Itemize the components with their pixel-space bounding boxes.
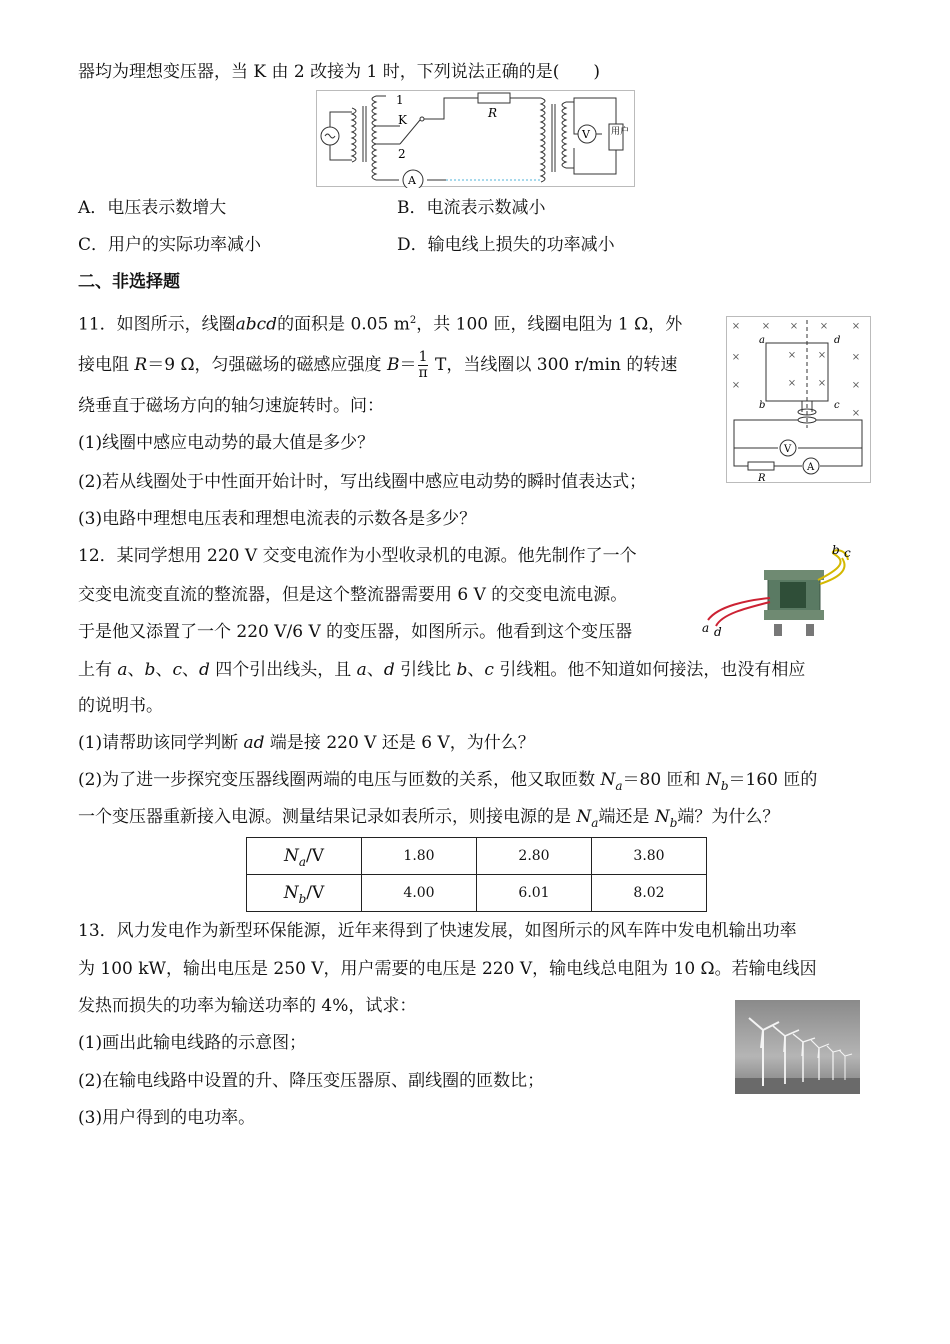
q10-option-d: D．输电线上损失的功率减小 bbox=[397, 235, 615, 255]
q12-sub-2-line-1: (2)为了进一步探究变压器线圈两端的电压与匝数的关系，他又取匝数 $N_a=80$ 匝和 $N_b=160$ 匝的 bbox=[78, 770, 818, 793]
q12-line-1: 12．某同学想用 220 V 交变电流作为小型收录机的电源。他先制作了一个 bbox=[78, 546, 637, 566]
table-cell: 1.80 bbox=[362, 838, 477, 875]
svg-text:×: × bbox=[731, 380, 741, 391]
svg-text:×: × bbox=[817, 378, 827, 389]
q12-line-2: 交变电流变直流的整流器，但是这个整流器需要用 6 V 的交变电流电源。 bbox=[78, 585, 628, 605]
q11-sub-2: (2)若从线圈处于中性面开始计时，写出线圈中感应电动势的瞬时值表达式； bbox=[78, 472, 647, 492]
table-cell: 8.02 bbox=[592, 875, 707, 912]
table-cell: 4.00 bbox=[362, 875, 477, 912]
q12-line-3: 于是他又添置了一个 220 V/6 V 的变压器，如图所示。他看到这个变压器 bbox=[78, 622, 633, 642]
q12-line-5: 的说明书。 bbox=[78, 696, 163, 716]
q11-sub-1: (1)线圈中感应电动势的最大值是多少？ bbox=[78, 433, 375, 453]
q10-circuit-diagram bbox=[316, 90, 636, 188]
svg-text:×: × bbox=[731, 321, 741, 332]
q13-sub-3: (3)用户得到的电功率。 bbox=[78, 1108, 256, 1128]
table-cell: 6.01 bbox=[477, 875, 592, 912]
q11-ammeter-label: A bbox=[807, 462, 815, 473]
q13-sub-2: (2)在输电线路中设置的升、降压变压器原、副线圈的匝数比； bbox=[78, 1071, 545, 1091]
q13-line-1: 13．风力发电作为新型环保能源，近年来得到了快速发展，如图所示的风车阵中发电机输出功率 bbox=[78, 921, 797, 941]
q12-label-d: d bbox=[714, 625, 722, 639]
svg-text:×: × bbox=[819, 321, 829, 332]
q12-transformer-photo bbox=[698, 540, 856, 642]
q12-label-c: c bbox=[844, 546, 851, 560]
q13-line-2: 为 100 kW，输出电压是 250 V，用户需要的电压是 220 V，输电线总电阻为 10 Ω。若输电线因 bbox=[78, 959, 817, 979]
svg-text:×: × bbox=[851, 321, 861, 332]
svg-text:×: × bbox=[789, 321, 799, 332]
q10-option-b: B．电流表示数减小 bbox=[397, 198, 546, 218]
q10-option-a: A．电压表示数增大 bbox=[78, 198, 227, 218]
table-header-na: $N_a/V$ bbox=[247, 838, 362, 875]
svg-text:×: × bbox=[787, 378, 797, 389]
q13-line-3: 发热而损失的功率为输送功率的 4%，试求： bbox=[78, 996, 417, 1016]
q11-line-3: 绕垂直于磁场方向的轴匀速旋转时。问： bbox=[78, 396, 384, 416]
section-title: 二、非选择题 bbox=[78, 272, 180, 292]
table-cell: 3.80 bbox=[592, 838, 707, 875]
q13-wind-turbine-photo bbox=[735, 1000, 860, 1094]
voltage-table bbox=[246, 837, 707, 912]
q10-option-c: C．用户的实际功率减小 bbox=[78, 235, 262, 255]
q10-label-1: 1 bbox=[396, 93, 404, 107]
table-cell: 2.80 bbox=[477, 838, 592, 875]
q12-sub-1: (1)请帮助该同学判断 ad 端是接 220 V 还是 6 V，为什么？ bbox=[78, 733, 535, 753]
q11-line-1: 11．如图所示，线圈abcd的面积是 0.05 $m^2$，共 100 匝，线圈电阻为 1 Ω，外 bbox=[78, 314, 683, 335]
q10-ammeter-label: A bbox=[408, 174, 416, 187]
q10-label-r: R bbox=[488, 106, 498, 120]
svg-text:×: × bbox=[851, 408, 861, 419]
q10-voltmeter-label: V bbox=[582, 128, 590, 141]
q10-label-k: K bbox=[398, 113, 407, 127]
svg-text:×: × bbox=[761, 321, 771, 332]
q11-label-a: a bbox=[759, 335, 765, 346]
table-row bbox=[247, 838, 707, 875]
q12-line-4: 上有 a、b、c、d 四个引出线头，且 a、d 引线比 b、c 引线粗。他不知道如何接法，也没有相应 bbox=[78, 660, 806, 680]
q11-voltmeter-label: V bbox=[784, 444, 792, 455]
q12-sub-2-line-2: 一个变压器重新接入电源。测量结果记录如表所示，则接电源的是 $N_a$端还是 $N_b$端？为什么？ bbox=[78, 807, 780, 830]
q11-label-r: R bbox=[758, 473, 766, 484]
q11-line-2: 接电阻 R＝9 Ω，匀强磁场的磁感应强度 B＝ $\frac{1}{\pi}$ T，当线圈以 300 r/min 的转速 bbox=[78, 349, 678, 381]
svg-text:×: × bbox=[851, 380, 861, 391]
q10-label-2: 2 bbox=[398, 147, 406, 161]
q12-label-a: a bbox=[702, 621, 710, 635]
svg-text:×: × bbox=[851, 352, 861, 363]
q10-user-label: 用户 bbox=[611, 127, 630, 137]
q10-intro: 器均为理想变压器，当 K 由 2 改接为 1 时，下列说法正确的是( ) bbox=[78, 62, 601, 82]
q11-label-d: d bbox=[834, 335, 841, 346]
table-header-nb: $N_b/V$ bbox=[247, 875, 362, 912]
table-row bbox=[247, 875, 707, 912]
svg-text:×: × bbox=[731, 352, 741, 363]
svg-text:×: × bbox=[787, 350, 797, 361]
q11-sub-3: (3)电路中理想电压表和理想电流表的示数各是多少？ bbox=[78, 509, 477, 529]
q11-label-b: b bbox=[759, 400, 766, 411]
svg-text:×: × bbox=[817, 350, 827, 361]
q11-label-c: c bbox=[834, 400, 840, 411]
q13-sub-1: (1)画出此输电线路的示意图； bbox=[78, 1033, 307, 1053]
q12-label-b: b bbox=[832, 543, 840, 557]
q11-coil-diagram bbox=[726, 316, 872, 484]
